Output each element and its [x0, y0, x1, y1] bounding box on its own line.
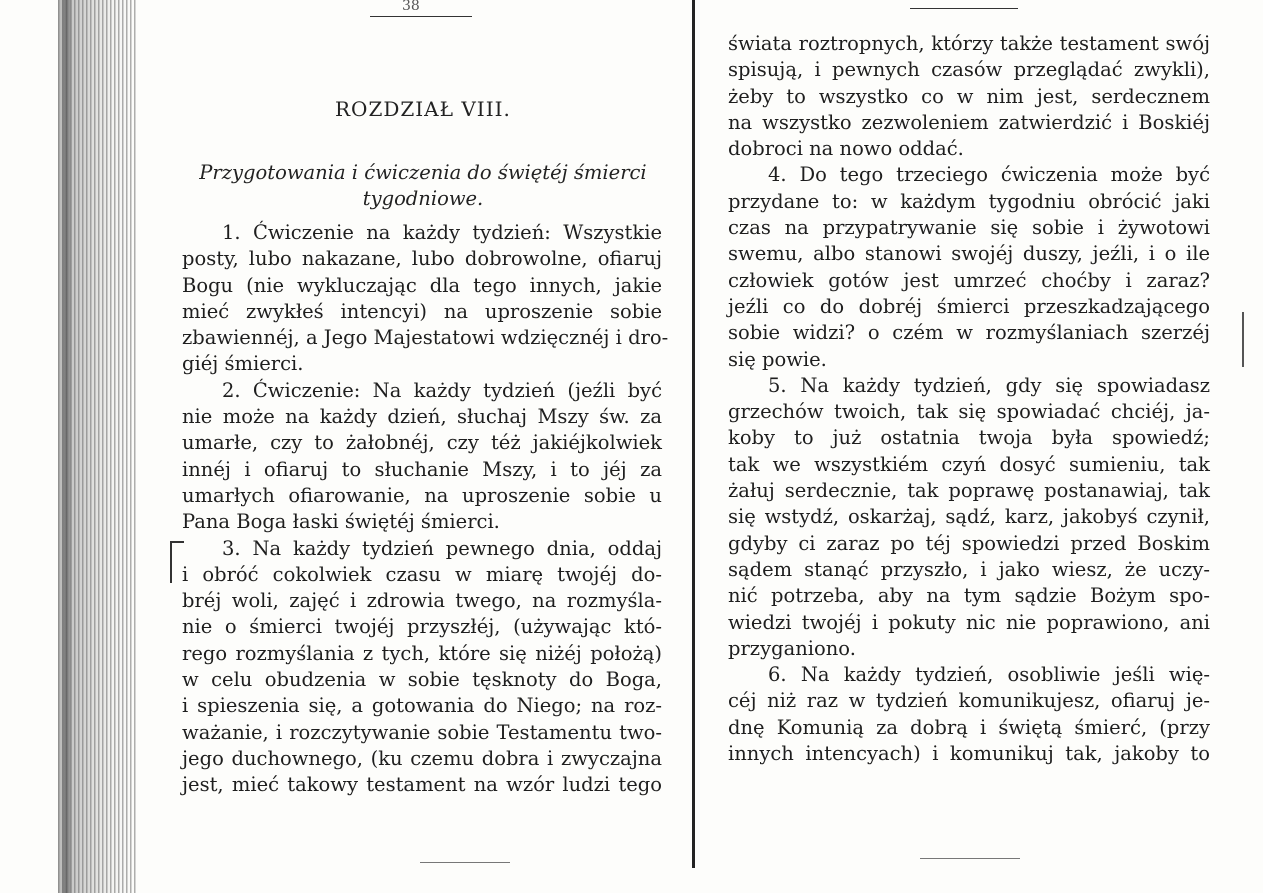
text-line: mieć zwykłeś intencyi) na uproszenie sobie [182, 299, 662, 323]
text-line: spisują, i pewnych czasów przeglądać zwykli), [728, 58, 1210, 82]
text-line: 6. Na każdy tydzień, osobliwie jeśli wię- [768, 663, 1210, 687]
text-line: 2. Ćwiczenie: Na każdy tydzień (jeźli być [222, 378, 662, 402]
text-line: nie może na każdy dzień, słuchaj Mszy św. za [182, 405, 662, 429]
text-line: giéj śmierci. [182, 352, 304, 376]
text-line: zbawiennéj, a Jego Majestatowi wdzięcznéj i dro- [182, 326, 669, 350]
text-line: umarłych ofiarowanie, na uproszenie sobie u [182, 483, 662, 507]
text-line: grzechów twoich, tak się spowiadać chciéj, ja- [728, 400, 1210, 424]
footer-rule-left [420, 862, 510, 863]
footer-rule-right [920, 858, 1020, 859]
text-line: i obróć cokolwiek czasu w miarę twojéj do- [182, 562, 662, 586]
text-line: dnę Komunią za dobrą i świętą śmierć, (przy [728, 715, 1210, 739]
text-line: czas na przypatrywanie się sobie i żywotowi [728, 216, 1210, 240]
binding-edge [62, 0, 72, 893]
chapter-title: ROZDZIAŁ VIII. [335, 97, 511, 121]
text-line: żeby to wszystko co w nim jest, serdecznem [728, 84, 1210, 108]
text-line: świata roztropnych, którzy także testament swój [728, 32, 1210, 55]
text-line: nie o śmierci twojéj przyszłéj, (używając któ- [182, 615, 662, 639]
text-line: 4. Do tego trzeciego ćwiczenia może być [768, 163, 1210, 187]
text-line: Bogu (nie wykluczając dla tego innych, jakie [182, 273, 662, 297]
text-line: tak we wszystkiém czyń dosyć sumieniu, tak [728, 452, 1210, 476]
text-line: umarłe, czy to żałobnéj, czy téż jakiéjkolwiek [182, 431, 662, 455]
text-line: jest, mieć takowy testament na wzór ludzi tego [182, 773, 662, 797]
section-title-line: Przygotowania i ćwiczenia do świętéj śmierci [199, 161, 647, 184]
text-line: innych intencyach) i komunikuj tak, jakoby to [728, 742, 1210, 766]
text-line: wiedzi twojéj i pokuty nic nie poprawiono, ani [728, 610, 1210, 634]
text-line: dobroci na nowo oddać. [728, 137, 964, 161]
left-page-text [182, 220, 669, 799]
text-line: rego rozmyślania z tych, które się niżéj położą) [182, 641, 662, 665]
text-line: 1. Ćwiczenie na każdy tydzień: Wszystkie [222, 221, 662, 244]
section-title [178, 160, 668, 212]
text-line: sobie widzi? o czém w rozmyślaniach szerzéj [728, 321, 1210, 345]
text-line: jeźli co do dobréj śmierci przeszkadzającego [728, 294, 1210, 318]
text-line: sądem stanąć przyszło, i jako wiesz, że uczy- [728, 557, 1210, 581]
text-line: żałuj serdecznie, tak poprawę postanawiaj, tak [728, 479, 1210, 503]
text-line: posty, lubo nakazane, lubo dobrowolne, ofiaruj [182, 247, 662, 271]
text-line: koby to już ostatnia twoja była spowiedź; [728, 426, 1210, 450]
header-rule-left [370, 16, 472, 17]
text-line: nić potrzeba, aby na tym sądzie Bożym spo- [728, 584, 1210, 608]
text-line: céj niż raz w tydzień komunikujesz, ofiaruj je- [728, 689, 1210, 713]
text-line: człowiek gotów jest umrzeć choćby i zaraz? [728, 268, 1210, 292]
margin-bracket [1230, 312, 1244, 367]
text-line: 3. Na każdy tydzień pewnego dnia, oddaj [222, 536, 662, 560]
text-line: ważanie, i rozczytywanie sobie Testamentu two- [182, 720, 662, 744]
text-line: 5. Na każdy tydzień, gdy się spowiadasz [768, 373, 1210, 397]
text-line: się wstydź, oskarżaj, sądź, karz, jakobyś czynił, [728, 505, 1210, 529]
page-divider [692, 0, 695, 868]
page-number: 38 [402, 0, 420, 10]
text-line: i spieszenia się, a gotowania do Niego; na roz- [182, 694, 662, 718]
right-page-text [728, 31, 1210, 767]
section-title-line: tygodniowe. [362, 187, 484, 210]
header-rule-right [910, 8, 1018, 9]
text-line: swemu, albo stanowi swojéj duszy, jeźli, i o ile [728, 242, 1210, 266]
text-line: innéj i ofiaruj to słuchanie Mszy, i to jéj za [182, 457, 662, 481]
text-line: jego duchownego, (ku czemu dobra i zwyczajna [182, 746, 662, 770]
text-line: się powie. [728, 347, 827, 371]
text-line: Pana Boga łaski świętéj śmierci. [182, 510, 500, 534]
text-line: w celu obudzenia w sobie tęsknoty do Boga, [182, 668, 662, 692]
text-line: przydane to: w każdym tygodniu obrócić jaki [728, 189, 1210, 213]
text-line: przyganiono. [728, 636, 856, 660]
text-line: gdyby ci zaraz po téj spowiedzi przed Boskim [728, 531, 1210, 555]
text-line: na wszystko zezwoleniem zatwierdzić i Boskiéj [728, 110, 1210, 134]
text-line: bréj woli, zajęć i zdrowia twego, na rozmyśla- [182, 589, 662, 613]
